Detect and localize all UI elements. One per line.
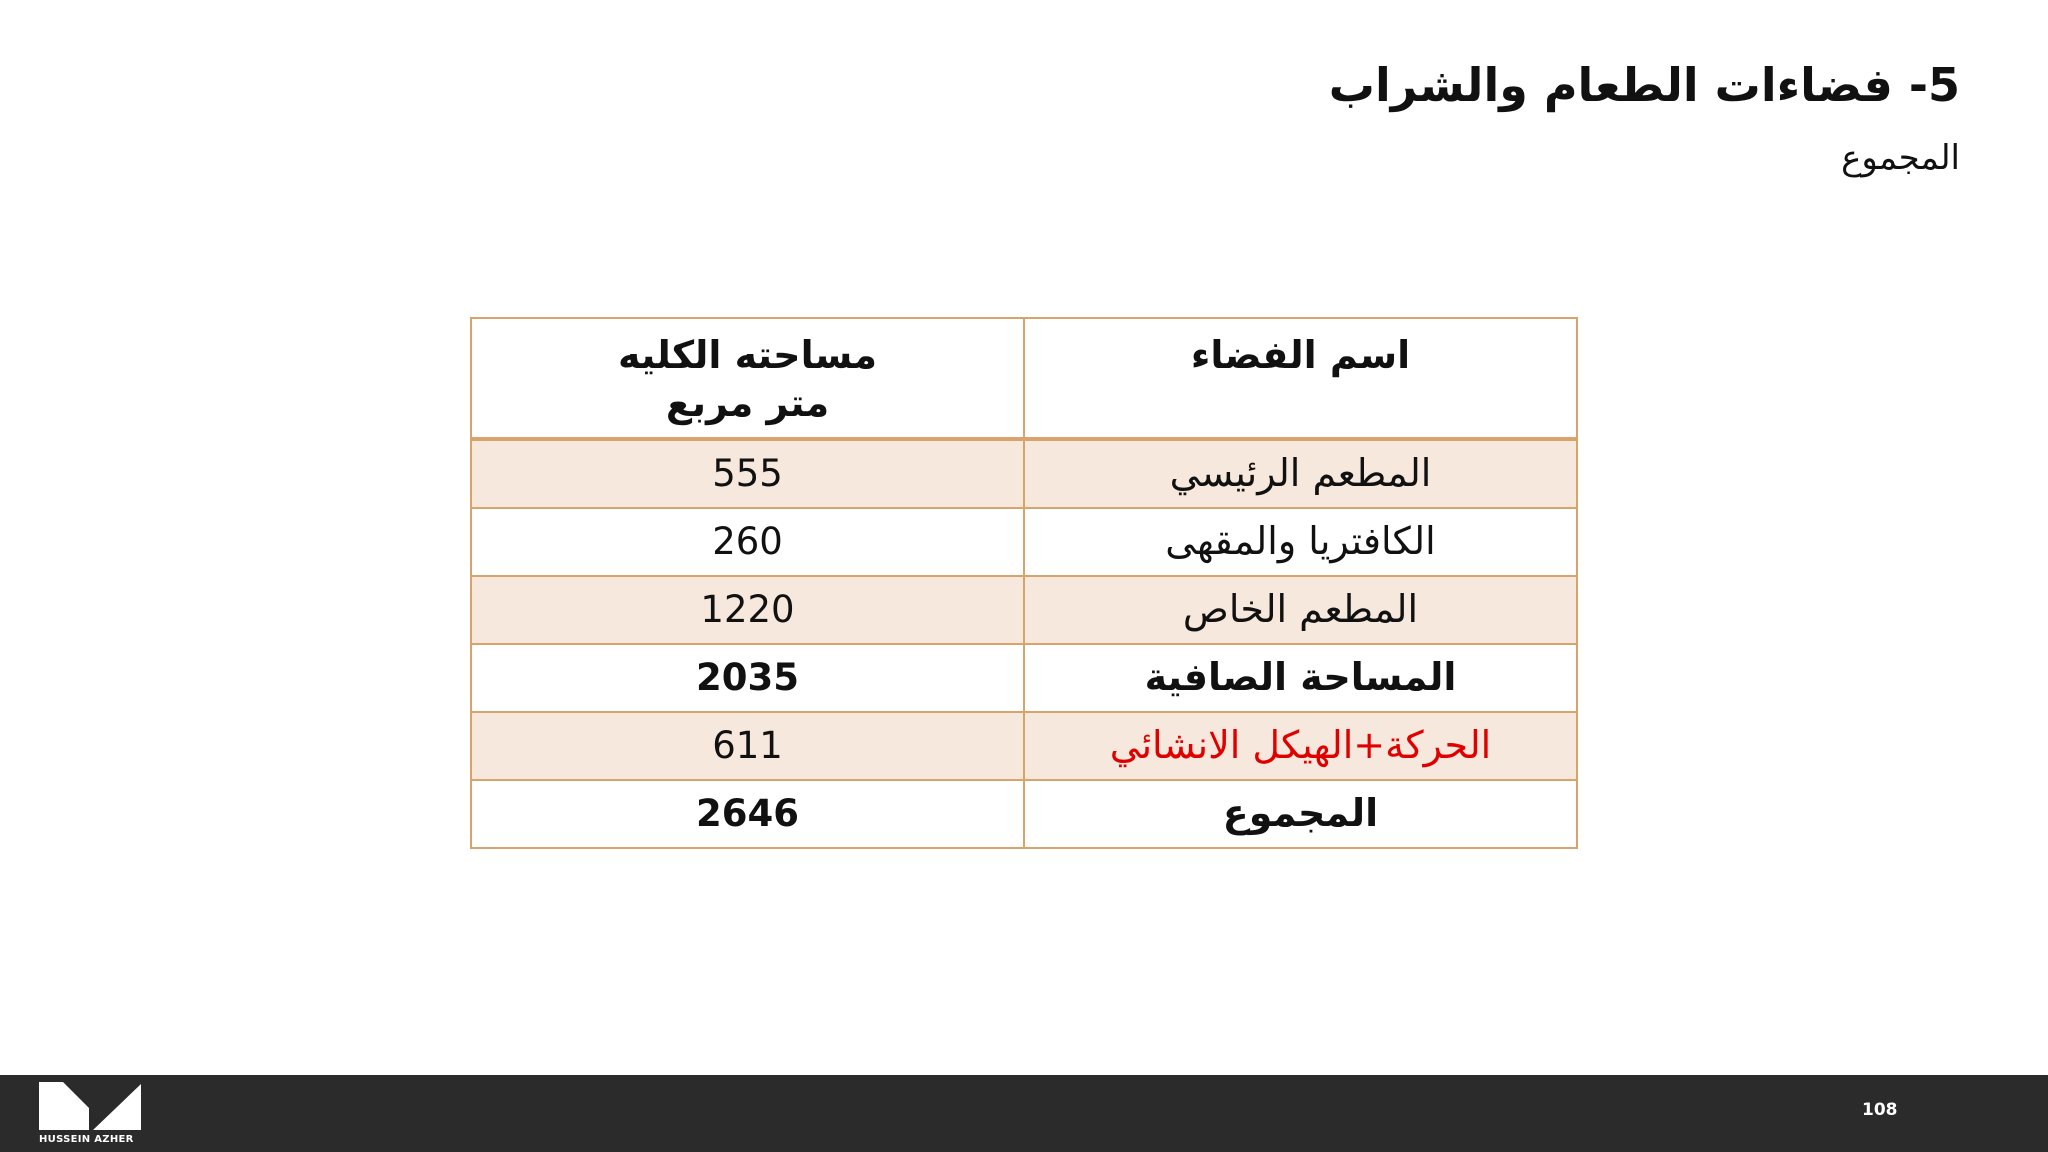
header-total-area-line2: متر مربع (665, 381, 830, 425)
header-space-name (1024, 318, 1577, 439)
row-space-name: المطعم الخاص (1024, 576, 1577, 644)
row-area-value: 611 (471, 712, 1024, 780)
row-space-name: المطعم الرئيسي (1024, 439, 1577, 508)
row-area-value: 2646 (471, 780, 1024, 848)
table-row-total (471, 780, 1577, 848)
page-number: 108 (1862, 1100, 1898, 1120)
row-space-name: الحركة+الهيكل الانشائي (1024, 712, 1577, 780)
table-row (471, 508, 1577, 576)
table-row (471, 439, 1577, 508)
row-area-value: 260 (471, 508, 1024, 576)
table-row (471, 576, 1577, 644)
brand-logo (39, 1082, 143, 1145)
brand-logo-text: HUSSEIN AZHER (39, 1134, 134, 1145)
table-header-row (471, 318, 1577, 439)
hussein-azher-logo-icon (39, 1082, 141, 1130)
row-space-name: الكافتريا والمقهى (1024, 508, 1577, 576)
header-space-name-label: اسم الفضاء (1190, 333, 1411, 377)
row-space-name: المجموع (1024, 780, 1577, 848)
footer-bar (0, 1075, 2048, 1152)
slide-title: 5- فضاءات الطعام والشراب (1328, 58, 1960, 112)
row-area-value: 2035 (471, 644, 1024, 712)
table-row-net-area (471, 644, 1577, 712)
row-area-value: 1220 (471, 576, 1024, 644)
spaces-area-table (470, 317, 1578, 849)
header-total-area-line1: مساحته الكليه (617, 333, 878, 377)
header-total-area (471, 318, 1024, 439)
row-space-name: المساحة الصافية (1024, 644, 1577, 712)
table-row (471, 712, 1577, 780)
row-area-value: 555 (471, 439, 1024, 508)
slide-subtitle: المجموع (1841, 138, 1960, 178)
